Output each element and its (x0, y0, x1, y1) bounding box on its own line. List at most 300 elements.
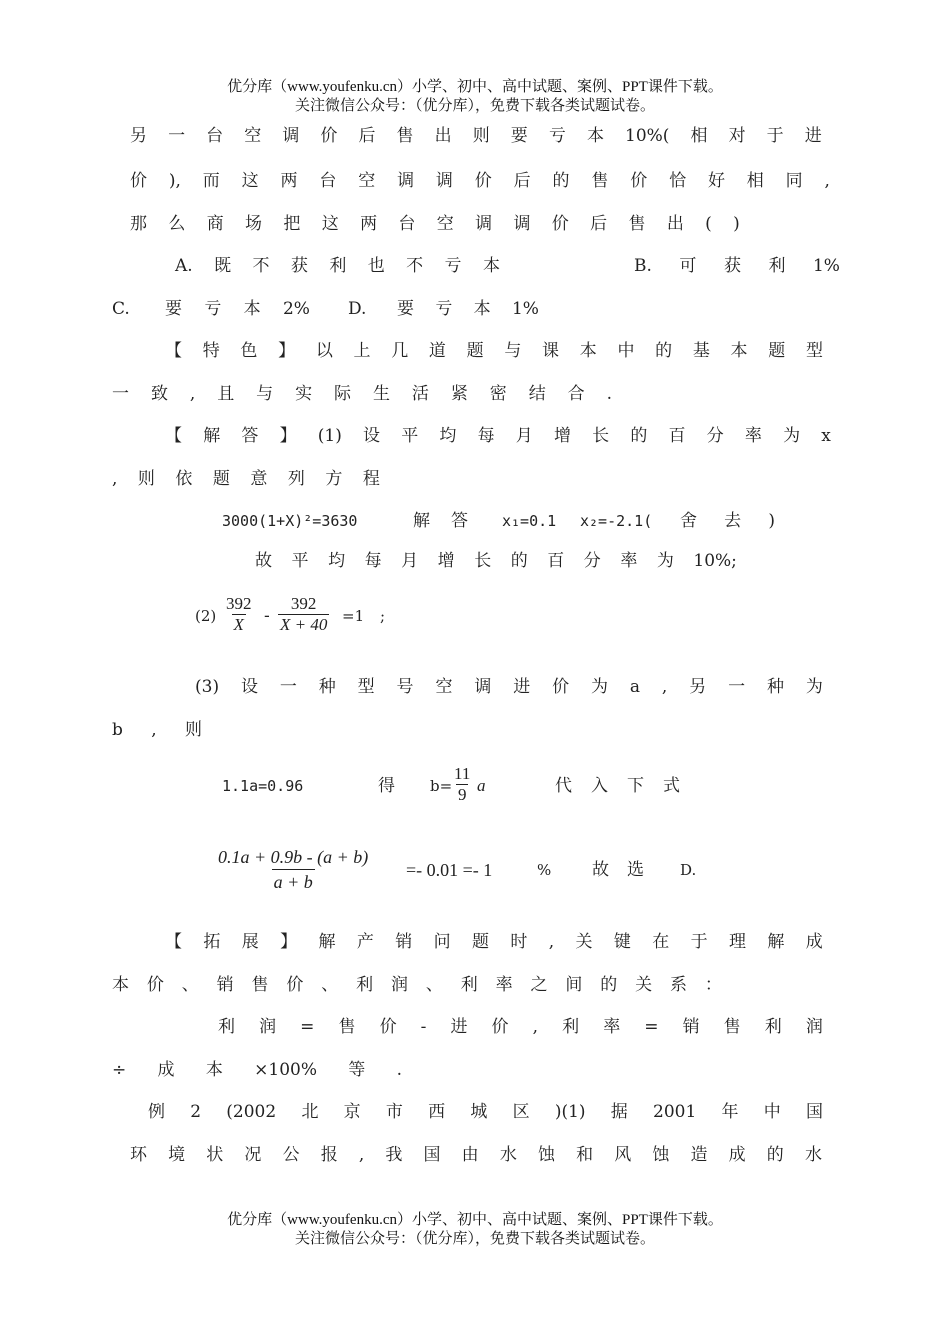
fraction-denominator: X + 40 (280, 615, 328, 634)
text-token: 这 (241, 171, 259, 191)
text-token: 京 (343, 1102, 361, 1122)
text-token: 理 (729, 932, 747, 952)
root-x2-note (680, 509, 775, 533)
text-token: 系 (670, 975, 687, 995)
text-token: 、 (181, 975, 199, 995)
text-token: 题 (466, 341, 484, 361)
text-token: 两 (280, 171, 298, 191)
text-token: 调 (435, 171, 453, 191)
option-d (397, 297, 539, 321)
equation-1-solve (413, 509, 468, 533)
text-token: 故 (255, 551, 272, 571)
text-token: 10%( (625, 126, 670, 146)
text-token: 2001 (653, 1102, 697, 1122)
text-token: 型 (357, 677, 375, 697)
text-token: 蚀 (537, 1145, 555, 1165)
text-token: 成 (728, 1145, 746, 1165)
feature-line-2 (112, 382, 612, 406)
text-token: 题 (212, 469, 230, 489)
text-token: 依 (175, 469, 193, 489)
part-3-line-2 (112, 718, 202, 742)
text-token: 本 (473, 299, 491, 319)
text-token: 等 (348, 1060, 366, 1080)
text-token: 增 (437, 551, 455, 571)
text-token: 水 (499, 1145, 517, 1165)
text-token: 相 (690, 126, 708, 146)
text-token: (3) (195, 677, 220, 697)
text-token: 空 (244, 126, 262, 146)
option-c-label: C. (112, 299, 130, 319)
text-token: 中 (763, 1102, 781, 1122)
text-token: 则 (184, 720, 202, 740)
text-token: 和 (576, 1145, 594, 1165)
text-token: 要 (510, 126, 528, 146)
text-token: 题 (768, 341, 786, 361)
text-token: 1% (511, 299, 539, 319)
text-token: 价 (474, 171, 492, 191)
text-token: 国 (423, 1145, 441, 1165)
text-token: ), (168, 171, 181, 191)
expand-line-4 (112, 1058, 402, 1082)
text-token: 方 (325, 469, 343, 489)
text-token: , (532, 1017, 539, 1037)
text-token: 为 (591, 677, 608, 697)
fraction-denominator: a + b (272, 869, 315, 894)
text-token: 这 (321, 214, 339, 234)
text-token: 程 (362, 469, 380, 489)
text-token: , (151, 720, 157, 740)
text-token: 可 (679, 256, 697, 276)
option-b (634, 254, 840, 278)
text-token: 的 (630, 426, 648, 446)
text-token: 每 (364, 551, 382, 571)
text-token: 、 (321, 975, 339, 995)
fraction-11-over-9 (452, 764, 472, 805)
text-token: 国 (806, 1102, 823, 1122)
text-token: 平 (401, 426, 419, 446)
text-token: 一 (279, 677, 297, 697)
text-token: 之 (530, 975, 548, 995)
text-token: 】 (280, 932, 298, 952)
equation-4-percent: % (537, 861, 552, 879)
text-token: 2 (190, 1102, 202, 1122)
text-token: 那 (130, 214, 147, 234)
text-token: 利 (764, 1017, 782, 1037)
text-token: 则 (137, 469, 155, 489)
text-token: 价 (286, 975, 304, 995)
text-token: 另 (130, 126, 147, 146)
text-token: a (629, 677, 641, 697)
text-token: 百 (668, 426, 686, 446)
text-token: 的 (510, 551, 528, 571)
text-token: - (420, 1017, 427, 1037)
example-line-2 (130, 1143, 822, 1167)
text-token: 环 (130, 1145, 147, 1165)
text-token: 以 (315, 341, 333, 361)
text-token: 设 (240, 677, 258, 697)
text-token: 为 (783, 426, 801, 446)
text-token: 本 (586, 126, 604, 146)
text-token: , (189, 384, 196, 404)
fraction-numerator: 392 (290, 594, 317, 613)
text-token: 色 (240, 341, 258, 361)
text-token: b (112, 720, 123, 740)
text-token: 两 (360, 214, 378, 234)
text-token: 解 (767, 932, 785, 952)
text-token: , (112, 469, 118, 489)
text-token: 道 (428, 341, 446, 361)
text-token: 进 (804, 126, 822, 146)
choose-answer: D. (680, 861, 697, 879)
text-token: 长 (474, 551, 492, 571)
text-token: 润 (259, 1017, 277, 1037)
option-d-label: D. (348, 299, 367, 319)
text-token: 获 (290, 256, 308, 276)
text-token: 的 (766, 1145, 784, 1165)
equation-4-result: =- 0.01 =- 1 (406, 860, 493, 880)
text-token: 【 (165, 426, 182, 446)
text-token: , (548, 932, 555, 952)
equation-1: 3000(1+X)²=3630 (222, 512, 358, 530)
text-token: 种 (318, 677, 336, 697)
text-token: 平 (291, 551, 309, 571)
text-token: 解 (413, 511, 430, 531)
text-token: 设 (363, 426, 381, 446)
text-token: 利 (329, 256, 347, 276)
option-c (165, 297, 310, 321)
text-token: 区 (512, 1102, 530, 1122)
text-token: 一 (168, 126, 186, 146)
text-token: = (300, 1017, 315, 1037)
equation-3-substitute (555, 774, 680, 798)
text-token: 西 (428, 1102, 446, 1122)
expand-line-3 (218, 1015, 823, 1039)
text-token: 均 (439, 426, 457, 446)
text-token: 问 (433, 932, 451, 952)
text-token: 例 (148, 1102, 165, 1122)
fraction-numerator: 392 (226, 594, 252, 613)
text-token: 调 (282, 126, 300, 146)
text-token: 几 (391, 341, 409, 361)
text-token: 在 (652, 932, 670, 952)
text-token: , (661, 677, 668, 697)
text-token: 展 (241, 932, 259, 952)
fraction-numerator: 0.1a + 0.9b - (a + b) (218, 847, 369, 867)
text-token: 故 (592, 860, 609, 880)
text-token: 活 (411, 384, 429, 404)
text-token: 价 (130, 171, 147, 191)
text-token: 好 (707, 171, 725, 191)
equation-2-semicolon: ; (380, 607, 386, 625)
page-footer-line1: 优分库（www.youfenku.cn）小学、初中、高中试题、案例、PPT课件下载。 (227, 1212, 723, 1228)
text-token: 的 (655, 341, 673, 361)
text-token: 亏 (204, 299, 222, 319)
option-a (175, 254, 500, 278)
fraction-392-over-x (224, 594, 254, 635)
text-token: B. (634, 256, 652, 276)
text-token: 出 (434, 126, 452, 146)
text-token: 率 (744, 426, 762, 446)
text-token: 答 (241, 426, 259, 446)
text-token: . (606, 384, 612, 404)
text-token: 长 (592, 426, 610, 446)
text-token: 1% (812, 256, 840, 276)
text-token: 场 (245, 214, 263, 234)
text-token: 润 (805, 1017, 823, 1037)
text-token: 后 (513, 171, 531, 191)
text-token: 售 (628, 214, 646, 234)
expand-line-2 (112, 973, 722, 997)
text-token: 每 (477, 426, 495, 446)
text-token: 】 (279, 426, 297, 446)
text-token: 列 (287, 469, 305, 489)
page-header-line1: 优分库（www.youfenku.cn）小学、初中、高中试题、案例、PPT课件下载。 (227, 79, 723, 95)
text-token: 致 (150, 384, 168, 404)
text-token: 利 (356, 975, 374, 995)
text-token: 为 (656, 551, 674, 571)
text-token: (2002 (226, 1102, 277, 1122)
text-token: 而 (202, 171, 220, 191)
text-token: 公 (282, 1145, 300, 1165)
text-token: 况 (244, 1145, 262, 1165)
text-token: 均 (328, 551, 346, 571)
fraction-numerator: 11 (454, 764, 471, 783)
text-token: 际 (334, 384, 352, 404)
text-token: ) (733, 214, 740, 234)
text-token: 【 (165, 341, 182, 361)
text-token: 的 (600, 975, 618, 995)
text-token: 风 (614, 1145, 632, 1165)
text-token: 代 (555, 776, 572, 796)
text-token: 键 (613, 932, 631, 952)
text-token: 】 (278, 341, 296, 361)
text-token: 进 (450, 1017, 468, 1037)
text-token: 结 (528, 384, 546, 404)
text-token: 亏 (548, 126, 566, 146)
text-token: 率 (495, 975, 513, 995)
text-token: 利 (218, 1017, 235, 1037)
text-token: 【 (165, 932, 182, 952)
root-x1: x₁=0.1 (502, 512, 557, 530)
text-token: 出 (666, 214, 684, 234)
text-token: 把 (283, 214, 301, 234)
text-token: 空 (358, 171, 376, 191)
text-token: 利 (460, 975, 478, 995)
text-token: 蚀 (652, 1145, 670, 1165)
text-token: 年 (721, 1102, 739, 1122)
text-token: 市 (385, 1102, 403, 1122)
text-token: 时 (510, 932, 528, 952)
text-token: 率 (603, 1017, 621, 1037)
text-token: = (644, 1017, 659, 1037)
part-2-label: (2) (195, 607, 217, 625)
text-token: 于 (690, 932, 708, 952)
text-token: 入 (591, 776, 608, 796)
text-token: 于 (766, 126, 784, 146)
text-token: 间 (565, 975, 583, 995)
text-token: 一 (112, 384, 129, 404)
text-token: 也 (367, 256, 385, 276)
fraction-profit-rate (216, 845, 370, 894)
text-token: 答 (451, 511, 468, 531)
text-token: 与 (504, 341, 522, 361)
text-token: 基 (692, 341, 710, 361)
text-token: 报 (320, 1145, 338, 1165)
text-token: 销 (682, 1017, 700, 1037)
text-token: 价 (630, 171, 648, 191)
text-token: ： (704, 975, 722, 995)
text-token: 下 (627, 776, 644, 796)
text-token: 润 (391, 975, 408, 995)
text-token: A. (175, 256, 193, 276)
text-token: 关 (635, 975, 653, 995)
text-token: 销 (216, 975, 234, 995)
text-token: 对 (728, 126, 746, 146)
text-token: )(1) (554, 1102, 586, 1122)
text-token: 价 (491, 1017, 509, 1037)
text-token: 本 (482, 256, 500, 276)
text-token: 造 (690, 1145, 708, 1165)
question-line-2 (130, 169, 830, 193)
text-token: 调 (397, 171, 415, 191)
text-token: 题 (472, 932, 489, 952)
fraction-denominator: 9 (457, 785, 467, 804)
text-token: 售 (396, 126, 414, 146)
text-token: , (824, 171, 830, 191)
text-token: 获 (723, 256, 741, 276)
text-token: 解 (318, 932, 336, 952)
text-token: 号 (396, 677, 414, 697)
text-token: 关 (575, 932, 593, 952)
text-token: 据 (610, 1102, 628, 1122)
text-token: 售 (591, 171, 609, 191)
text-token: 由 (461, 1145, 479, 1165)
text-token: 后 (590, 214, 608, 234)
text-token: 课 (542, 341, 560, 361)
text-token: 进 (513, 677, 531, 697)
text-token: 空 (436, 214, 454, 234)
equation-3-get: 得 (378, 776, 395, 796)
text-token: 式 (663, 776, 680, 796)
text-token: 亏 (444, 256, 462, 276)
text-token: 分 (583, 551, 601, 571)
text-token: 不 (406, 256, 424, 276)
page-footer-line2: 关注微信公众号：（优分库），免费下载各类试题试卷。 (294, 1231, 655, 1247)
text-token: 一 (728, 677, 746, 697)
text-token: 本 (579, 341, 597, 361)
text-token: 利 (562, 1017, 580, 1037)
text-token: 选 (627, 860, 644, 880)
text-token: 调 (513, 214, 531, 234)
text-token: 解 (203, 426, 221, 446)
text-token: . (396, 1060, 402, 1080)
text-token: 价 (379, 1017, 397, 1037)
part-3-line-1 (195, 675, 823, 699)
text-token: 率 (620, 551, 638, 571)
text-token: 上 (353, 341, 371, 361)
text-token: 成 (157, 1060, 175, 1080)
text-token: 本 (730, 341, 748, 361)
text-token: 本 (112, 975, 129, 995)
text-token: 2% (282, 299, 310, 319)
text-token: 价 (146, 975, 164, 995)
text-token: 调 (475, 214, 493, 234)
text-token: 销 (395, 932, 413, 952)
text-token: 密 (489, 384, 507, 404)
text-token: 我 (385, 1145, 403, 1165)
text-token: 意 (250, 469, 268, 489)
text-token: 型 (805, 341, 823, 361)
text-token: 本 (243, 299, 261, 319)
page-header-line2: 关注微信公众号：（优分库），免费下载各类试题试卷。 (294, 98, 655, 114)
example-line-1 (148, 1100, 823, 1124)
text-token: 产 (356, 932, 374, 952)
text-token: 恰 (669, 171, 687, 191)
text-token: 售 (338, 1017, 356, 1037)
text-token: 与 (256, 384, 274, 404)
text-token: 为 (805, 677, 823, 697)
text-token: 紧 (450, 384, 468, 404)
equation-2-result: =1 (342, 607, 365, 625)
text-token: 则 (472, 126, 490, 146)
text-token: 分 (706, 426, 724, 446)
text-token: 空 (435, 677, 453, 697)
text-token: 后 (358, 126, 376, 146)
text-token: 既 (214, 256, 232, 276)
text-token: 拓 (203, 932, 221, 952)
text-token: 台 (206, 126, 224, 146)
text-token: 北 (301, 1102, 319, 1122)
text-token: 月 (401, 551, 419, 571)
text-token: 么 (168, 214, 186, 234)
text-token: 种 (767, 677, 784, 697)
text-token: 水 (804, 1145, 822, 1165)
text-token: 去 (724, 511, 742, 531)
text-token: 相 (746, 171, 764, 191)
expand-line-1 (165, 930, 823, 954)
text-token: 调 (474, 677, 492, 697)
text-token: 台 (319, 171, 337, 191)
text-token: 售 (723, 1017, 741, 1037)
text-token: 价 (320, 126, 338, 146)
equation-3-var-a: a (477, 776, 486, 795)
answer-line-2 (112, 467, 380, 491)
text-token: 且 (217, 384, 235, 404)
text-token: 境 (168, 1145, 186, 1165)
text-token: 商 (206, 214, 224, 234)
text-token: 同 (785, 171, 803, 191)
text-token: 亏 (435, 299, 453, 319)
equation-3: 1.1a=0.96 (222, 777, 304, 795)
text-token: 10%; (693, 551, 737, 571)
text-token: (1) (317, 426, 342, 446)
text-token: 另 (689, 677, 707, 697)
text-token: x (821, 426, 831, 446)
minus-sign: - (264, 606, 270, 626)
text-token: 生 (372, 384, 390, 404)
text-token: 售 (251, 975, 269, 995)
text-token: 要 (397, 299, 414, 319)
text-token: ) (768, 511, 775, 531)
text-token: 不 (252, 256, 270, 276)
question-line-3 (130, 212, 740, 236)
text-token: 成 (805, 932, 823, 952)
fraction-392-over-x-plus-40 (278, 594, 329, 635)
text-token: 台 (398, 214, 416, 234)
text-token: 城 (470, 1102, 488, 1122)
text-token: 百 (547, 551, 565, 571)
text-token: 的 (552, 171, 570, 191)
